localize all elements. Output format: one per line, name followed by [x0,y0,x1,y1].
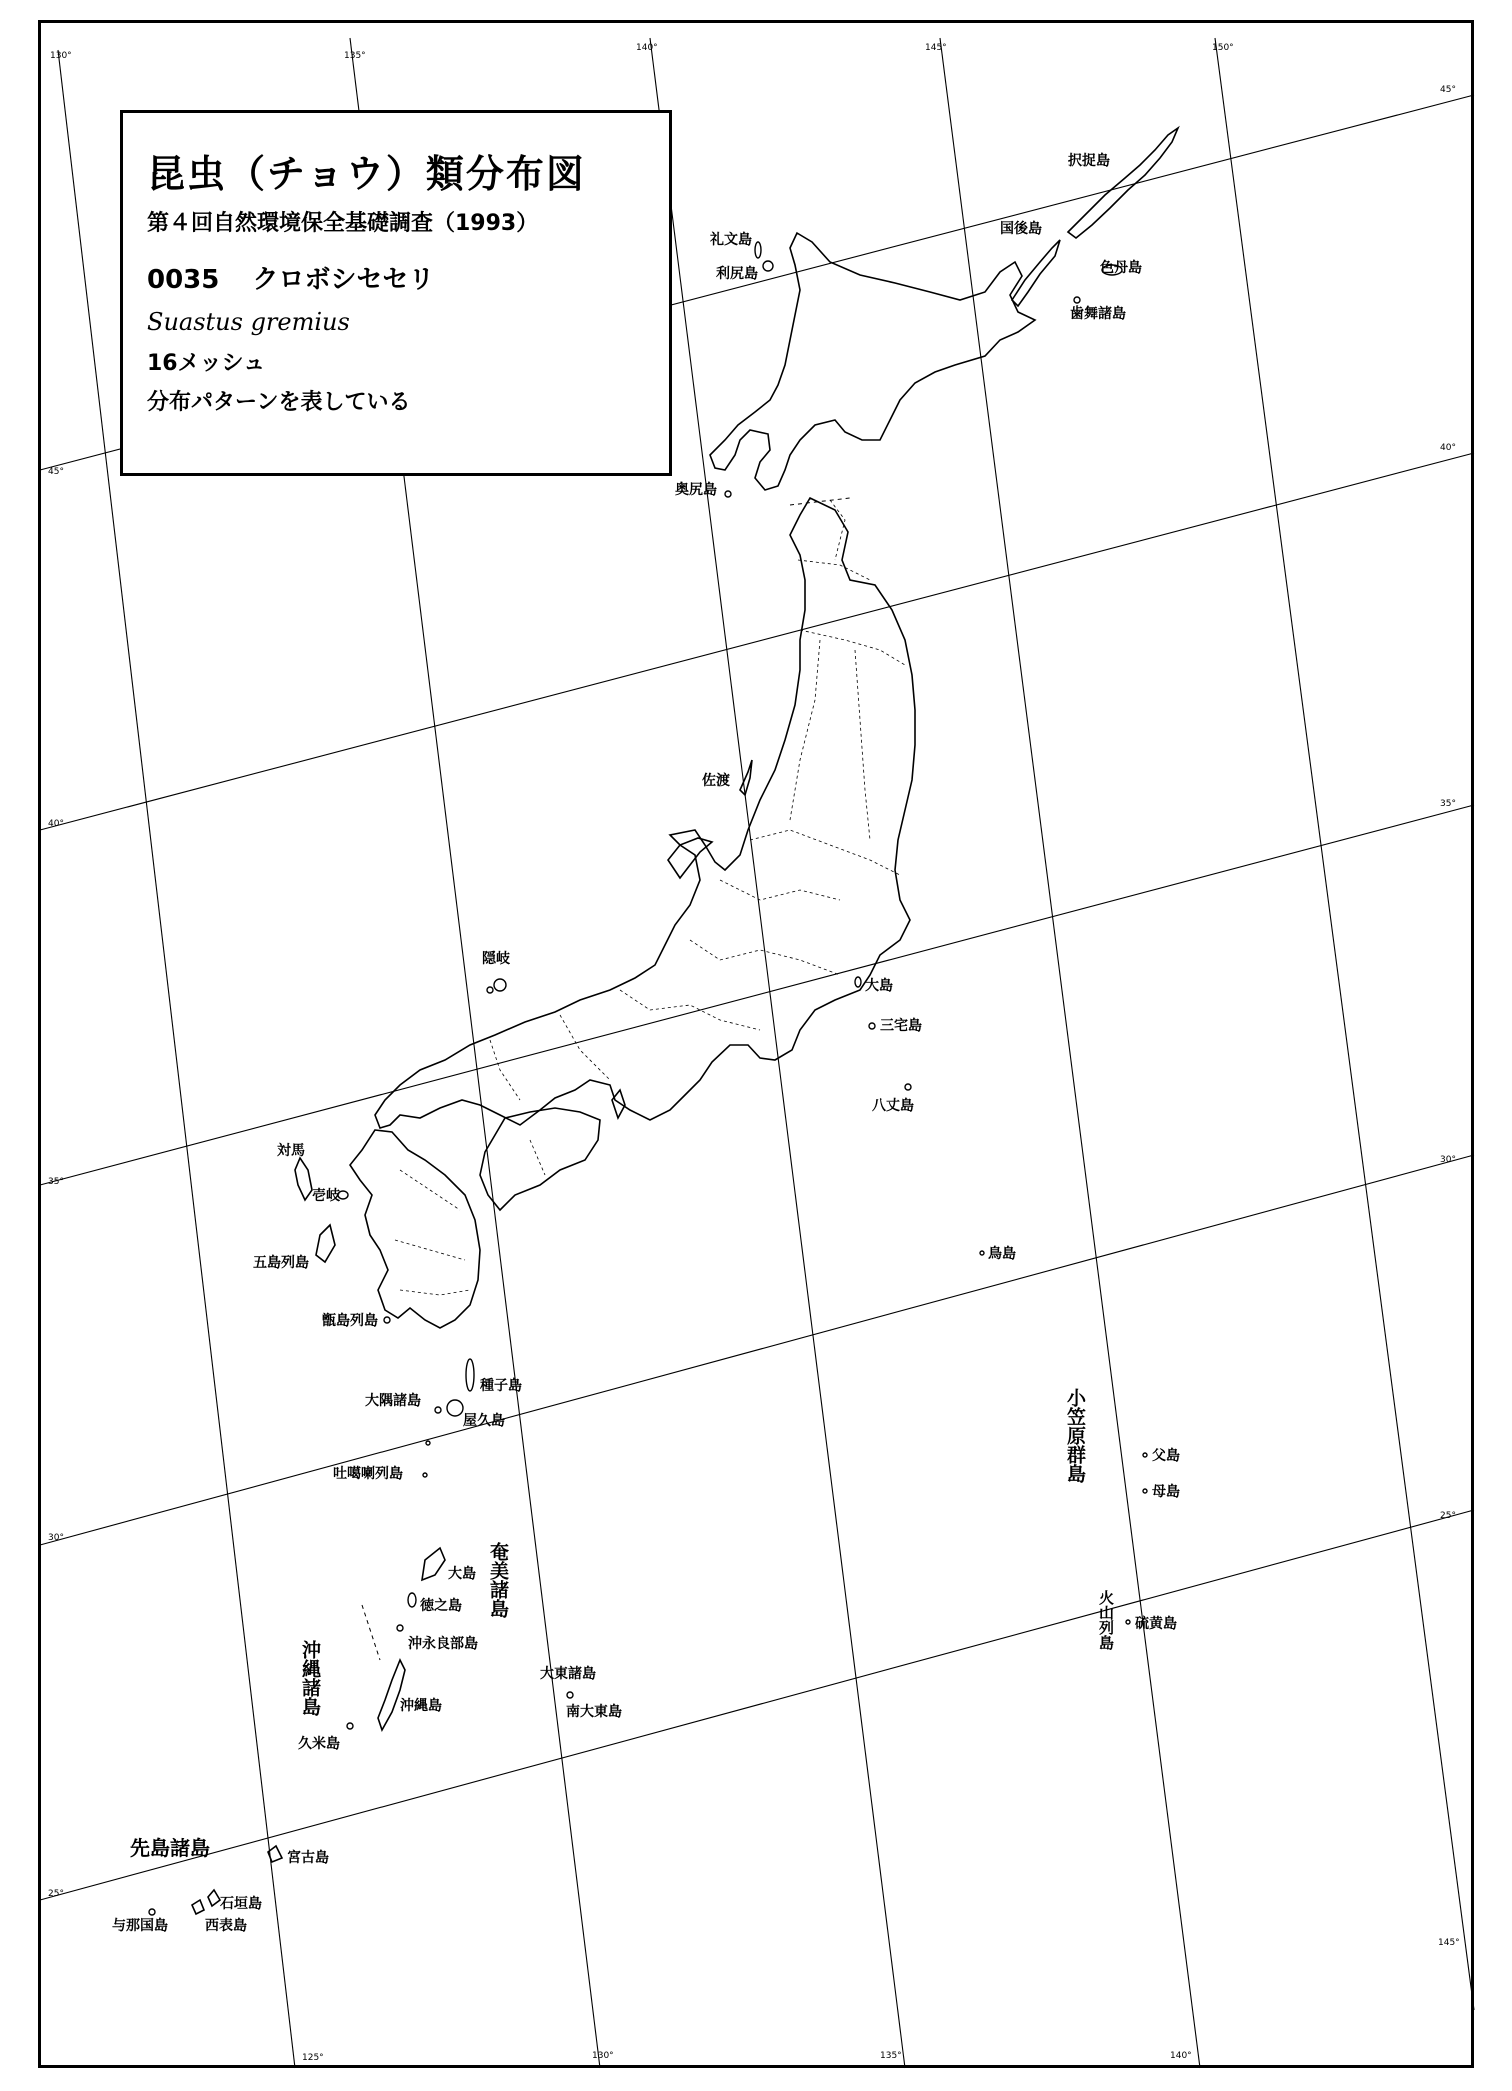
label-okinawa-island: 沖縄島 [400,1698,442,1714]
survey-name: 第４回自然環境保全基礎調査（1993） [147,211,539,236]
species-line [147,259,645,296]
label-chichijima: 父島 [1152,1448,1180,1464]
label-daito: 大東諸島 [540,1666,596,1682]
top-lon-label: 135° [344,51,366,61]
label-tanegashima: 種子島 [480,1378,522,1394]
species-code: 0035 [147,265,220,295]
left-lat-label: 35° [48,1177,64,1187]
label-iki: 壱岐 [312,1188,340,1204]
label-kunashiri: 国後島 [1000,221,1042,237]
left-lat-label: 30° [48,1533,64,1543]
label-oki: 隠岐 [482,951,510,967]
right-lat-label: 25° [1440,1511,1456,1521]
left-lat-label: 25° [48,1889,64,1899]
label-sakishima: 先島諸島 [130,1836,210,1860]
label-hahajima: 母島 [1152,1484,1180,1500]
label-etorofu: 択捉島 [1068,153,1110,169]
label-tori: 鳥島 [988,1246,1016,1262]
label-yonaguni: 与那国島 [112,1918,168,1934]
map-title: 昆虫（チョウ）類分布図 [147,152,586,196]
label-rishiri: 利尻島 [716,266,758,282]
label-miyake: 三宅島 [880,1018,922,1034]
label-miyako: 宮古島 [287,1850,329,1866]
right-lat-label: 45° [1440,85,1456,95]
label-ishigaki: 石垣島 [220,1896,262,1912]
label-hachijo: 八丈島 [872,1098,914,1114]
label-osumi: 大隅諸島 [365,1393,421,1409]
right-lat-label: 30° [1440,1155,1456,1165]
label-amami-oshima: 大島 [448,1566,476,1582]
top-lon-label: 150° [1212,43,1234,53]
label-tokunoshima: 徳之島 [420,1598,462,1614]
label-kazan: 火山列島 [1097,1590,1115,1650]
label-iriomote: 西表島 [205,1918,247,1934]
label-goto: 五島列島 [253,1255,309,1271]
top-lon-label: 130° [50,51,72,61]
pattern-note: 分布パターンを表している [147,390,411,415]
top-lon-label: 145° [925,43,947,53]
left-lat-label: 40° [48,819,64,829]
label-tsushima: 対馬 [277,1143,305,1159]
label-oshima: 大島 [865,978,893,994]
label-amami-group: 奄美諸島 [487,1542,509,1618]
label-tokara: 吐噶喇列島 [333,1466,403,1482]
label-iwoto: 硫黄島 [1135,1616,1177,1632]
label-okinoerabu: 沖永良部島 [408,1636,478,1652]
label-minami-daito: 南大東島 [566,1704,622,1720]
label-okushiri: 奥尻島 [675,482,717,498]
scientific-name: Suastus gremius [147,308,350,336]
right-lat-label: 40° [1440,443,1456,453]
label-kume: 久米島 [298,1736,340,1752]
bottom-lon-label: 135° [880,2051,902,2061]
left-lat-label: 45° [48,467,64,477]
legend-box [120,110,672,476]
species-name: クロボシセセリ [252,265,435,295]
label-koshiki: 甑島列島 [322,1313,378,1329]
label-sado: 佐渡 [702,773,730,789]
label-ogasawara: 小笠原群島 [1064,1388,1086,1483]
label-shikotan: 色丹島 [1100,260,1142,276]
bottom-lon-label: 125° [302,2053,324,2063]
mesh-count: 16メッシュ [147,351,266,376]
label-habomai: 歯舞諸島 [1070,306,1126,322]
bottom-lon-label: 140° [1170,2051,1192,2061]
label-rebun: 礼文島 [710,232,752,248]
label-yakushima: 屋久島 [463,1413,505,1429]
right-lat-label: 35° [1440,799,1456,809]
bottom-lon-label: 130° [592,2051,614,2061]
label-okinawa-group: 沖縄諸島 [299,1640,321,1716]
top-lon-label: 140° [636,43,658,53]
bottom-lon-label: 145° [1438,1938,1460,1948]
